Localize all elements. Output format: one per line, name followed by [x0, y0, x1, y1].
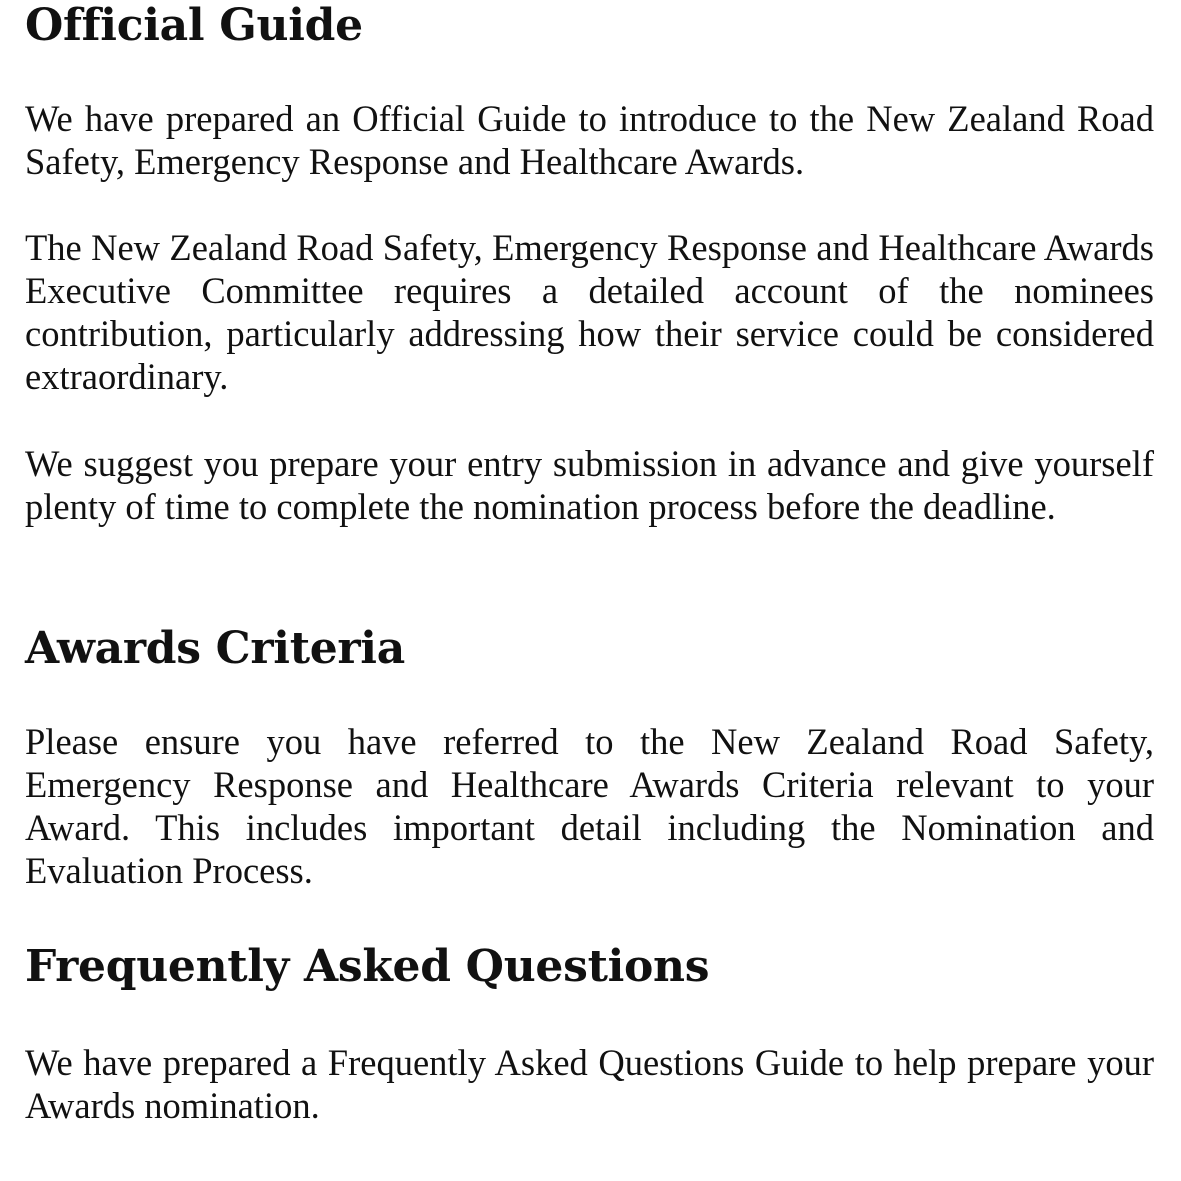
awards-criteria-heading: Awards Criteria [25, 623, 405, 674]
awards-criteria-paragraph: Please ensure you have referred to the New Zealand Road Safety, Emergency Response and Healthcare Awards Criteria relevant to your Award. This includes important detail including the Nomination and Evaluation Process. [25, 721, 1154, 891]
official-guide-deadline-paragraph: We suggest you prepare your entry submission in advance and give yourself plenty of time to complete the nomination process before the deadline. [25, 443, 1154, 527]
official-guide-committee-paragraph: The New Zealand Road Safety, Emergency Response and Healthcare Awards Executive Committee requires a detailed account of the nominees contribution, particularly addressing how their service could be considered extraordinary. [25, 227, 1154, 397]
official-guide-intro-paragraph: We have prepared an Official Guide to introduce to the New Zealand Road Safety, Emergency Response and Healthcare Awards. [25, 98, 1154, 182]
faq-paragraph: We have prepared a Frequently Asked Questions Guide to help prepare your Awards nomination. [25, 1042, 1154, 1126]
faq-heading: Frequently Asked Questions [25, 941, 710, 992]
official-guide-heading: Official Guide [25, 0, 363, 51]
